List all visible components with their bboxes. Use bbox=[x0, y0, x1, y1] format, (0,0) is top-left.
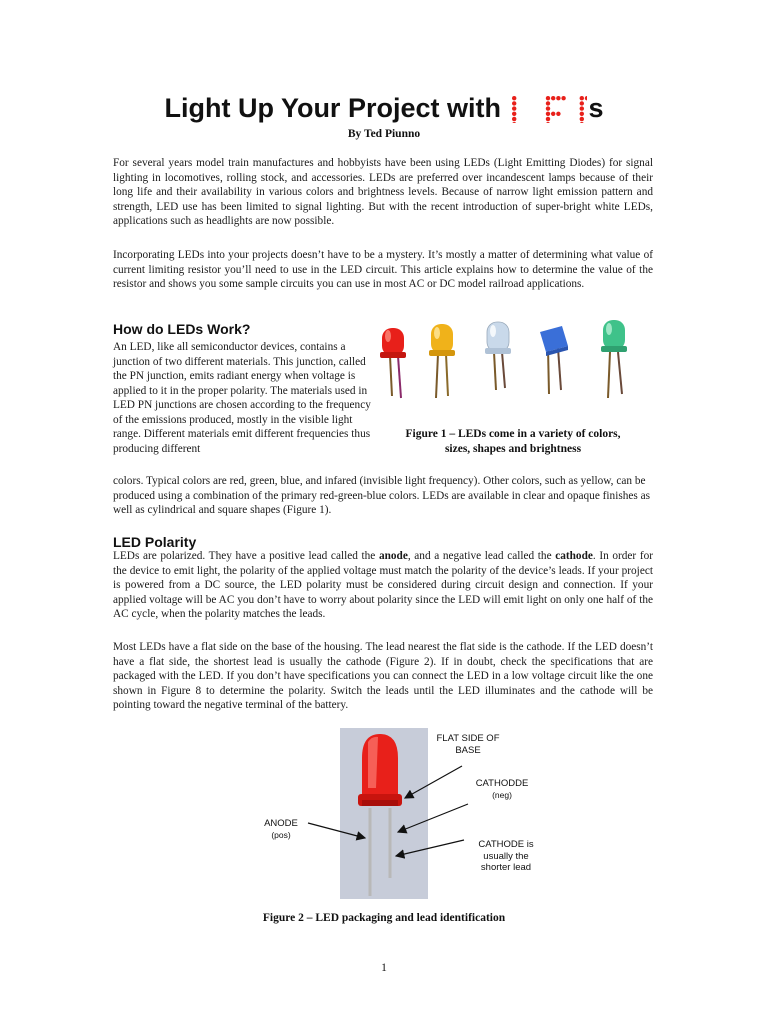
callout-cathode-top-label: CATHODDE bbox=[475, 778, 529, 789]
red-led-image bbox=[380, 328, 406, 398]
led-logo-dot bbox=[557, 96, 561, 100]
section1-side-text: An LED, like all semiconductor devices, contains a junction of two different materials. This junction, called the PN junction, emits radiant energy when voltage is applied to it in the proper polarity. The materials used in LED PN junctions are chosen according to the frequency of the emissions produced, mostly in the visible light range. Different materials emit different frequencies thus producing different bbox=[113, 341, 371, 455]
figure2-caption: Figure 2 – LED packaging and lead identification bbox=[262, 912, 506, 924]
led-logo-dot bbox=[580, 96, 584, 100]
red-led-photo bbox=[358, 734, 402, 806]
anode-arrow bbox=[308, 823, 365, 838]
callout-cathode-note-line3: shorter lead bbox=[480, 862, 532, 873]
polarity-text-c: . In order for the device to emit light, the polarity of the applied voltage must match the polarity of the device’s leads. If your project is powered from a DC source, the LED polarity must be considered during circuit design and connection. If your applied voltage will be AC you don’t have to worry about polarity since the LED will emit light on only one half of the AC cycle, when the polarity matches the leads. bbox=[113, 550, 653, 620]
led-logo-dot bbox=[580, 101, 584, 105]
polarity-paragraph-2: Most LEDs have a flat side on the base of the housing. The lead nearest the flat side is the cathode. If the LED doesn’t have a flat side, the shortest lead is usually the cathode (Figure 2). If in doubt, check the specifications that are packaged with the LED. If you don’t have specifications you can connect the LED in a low voltage circuit like the one shown in Figure 8 to determine the polarity. Switch the leads until the LED illuminates and the cathode will be pointing toward the negative terminal of the battery. bbox=[113, 641, 653, 711]
callout-anode bbox=[254, 818, 308, 841]
led-logo-dot bbox=[546, 101, 550, 105]
figure1-caption-line2: sizes, shapes and brightness bbox=[444, 443, 582, 455]
led-logo-dot bbox=[512, 101, 516, 105]
anode-keyword: anode bbox=[378, 550, 408, 562]
section1-continued-text: colors. Typical colors are red, green, blue, and infared (invisible light frequency). Other colors, such as yellow, can be produced using a combination of the primary red-green-blue colors. LEDs are available in clear and opaque finishes as well as cylindrical and square shapes (Figure 1). bbox=[113, 475, 651, 516]
shorter-lead-arrow bbox=[396, 840, 464, 856]
title-suffix: s bbox=[588, 93, 604, 123]
led-logo-dot bbox=[551, 96, 555, 100]
callout-cathode-shorter bbox=[468, 839, 544, 874]
byline: By Ted Piunno bbox=[347, 128, 421, 140]
yellow-led-image bbox=[429, 324, 455, 398]
callout-cathode-note-line1: CATHODE is bbox=[478, 839, 534, 850]
callout-cathode-top-sub: (neg) bbox=[492, 789, 512, 800]
callout-anode-sub: (pos) bbox=[271, 829, 291, 840]
blue-square-led-image bbox=[540, 326, 568, 394]
cathode-arrow bbox=[398, 804, 468, 832]
polarity-text-a: LEDs are polarized. They have a positive lead called the bbox=[113, 550, 379, 562]
polarity-text-b: , and a negative lead called the bbox=[407, 550, 556, 562]
section-heading-how-leds-work: How do LEDs Work? bbox=[113, 321, 251, 337]
led-logo-dot bbox=[546, 106, 550, 110]
intro-paragraph-1: For several years model train manufactures and hobbyists have been using LEDs (Light Emitting Diodes) for signal lighting in locomotives, rolling stock, and accessories. LEDs are preferred over incandescent lamps because of their long life and their availability in various colors and brightness levels. Because of narrow light emission pattern and strength, LED use has been limited to signal lighting. But with the recent introduction of super-bright white LEDs, applications such as headlights are now possible. bbox=[113, 157, 653, 227]
led-dotted-logo bbox=[509, 93, 587, 123]
led-logo-dot bbox=[580, 122, 584, 123]
led-logo-dot bbox=[580, 106, 584, 110]
flat-side-arrow bbox=[405, 766, 462, 798]
figure1-caption-line1: Figure 1 – LEDs come in a variety of colors, bbox=[405, 428, 621, 440]
page-number: 1 bbox=[381, 962, 387, 974]
led-logo-dot bbox=[546, 112, 550, 116]
led-logo-dot bbox=[512, 117, 516, 121]
white-led-image bbox=[485, 322, 511, 390]
led-logo-dot bbox=[557, 112, 561, 116]
title-prefix: Light Up Your Project with bbox=[164, 93, 501, 123]
callout-cathode-top bbox=[466, 778, 538, 801]
figure1-led-assortment bbox=[372, 318, 654, 400]
led-logo-dot bbox=[512, 106, 516, 110]
led-logo-dot bbox=[512, 96, 516, 100]
intro-paragraph-2: Incorporating LEDs into your projects doesn’t have to be a mystery. It’s mostly a matter of determining what value of current limiting resistor you’ll need to use in the LED circuit. This article explains how to determine the value of the resistor and shows you some sample circuits you can use in most AC or DC model railroad applications. bbox=[113, 249, 653, 290]
led-logo-dot bbox=[546, 117, 550, 121]
led-logo-dot bbox=[512, 112, 516, 116]
page-title bbox=[0, 93, 768, 124]
polarity-paragraph-1 bbox=[113, 549, 653, 622]
figure1-caption bbox=[382, 427, 644, 457]
green-led-image bbox=[601, 320, 627, 398]
led-logo-dot bbox=[546, 96, 550, 100]
led-logo-dot bbox=[512, 122, 516, 123]
section-heading-led-polarity: LED Polarity bbox=[113, 534, 197, 550]
led-logo-dot bbox=[562, 96, 566, 100]
callout-flat-side-line2: BASE bbox=[455, 744, 481, 756]
led-logo-dot bbox=[551, 112, 555, 116]
callout-flat-side bbox=[428, 733, 508, 756]
callout-anode-label: ANODE bbox=[264, 818, 298, 829]
led-logo-dot bbox=[580, 117, 584, 121]
led-logo-dot bbox=[546, 122, 550, 123]
callout-flat-side-line1: FLAT SIDE OF bbox=[436, 733, 500, 744]
callout-cathode-note-line2: usually the bbox=[483, 850, 529, 862]
cathode-keyword: cathode bbox=[555, 550, 593, 562]
led-logo-dot bbox=[580, 112, 584, 116]
